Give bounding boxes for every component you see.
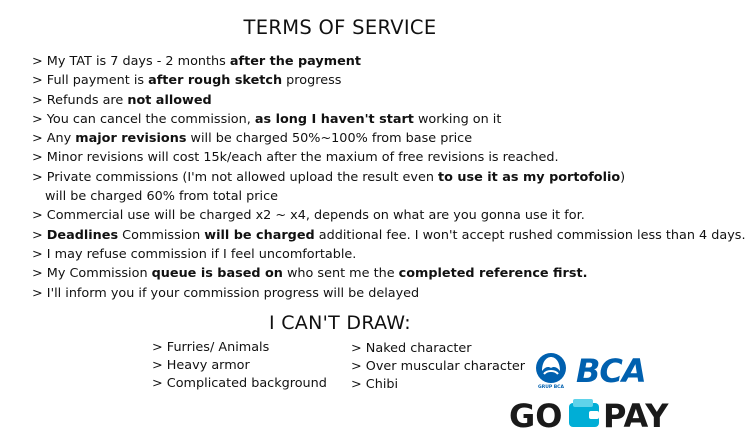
gopay-wordmark-go: GO [509,397,563,435]
term-line [32,52,672,71]
cant-draw-item: > Chibi [351,376,399,392]
bca-logo [534,351,664,389]
term-emphasis: major revisions [75,131,187,147]
term-text: who sent me the [282,266,399,282]
term-emphasis: completed reference first. [398,266,588,282]
cant-draw-item: > Naked character [351,341,472,356]
term-emphasis: after rough sketch [148,73,283,89]
term-line [32,284,672,303]
term-text: > [32,227,47,243]
gopay-logo [509,396,669,435]
cant-draw-item: > Complicated background [152,375,327,391]
cant-draw-title: I CAN'T DRAW: [269,312,411,334]
term-emphasis: queue is based on [151,266,283,282]
cant-draw-item: > Over muscular character [351,358,526,374]
term-emphasis: after the payment [229,54,362,69]
term-text: > Any [32,131,76,147]
cant-draw-column-right [351,340,525,393]
term-emphasis: Deadlines [46,227,119,243]
term-line [32,264,672,283]
term-text: > Refunds are [32,92,128,108]
term-line [32,168,672,207]
term-text: > You can cancel the commission, [32,111,255,127]
term-text: working on it [413,111,502,127]
term-text: > Minor revisions will cost 15k/each after the maxium of free revisions is reached. [32,150,559,166]
term-text: additional fee. I won't accept rushed commission less than 4 days. [314,227,746,243]
term-emphasis: as long I haven't start [254,111,414,127]
term-line [32,226,746,245]
term-line [32,71,672,90]
term-text: > My Commission [32,266,152,282]
term-text: > I'll inform you if your commission progress will be delayed [32,285,420,301]
terms-list [32,52,746,303]
term-text: > Private commissions (I'm not allowed upload the result even [32,169,439,185]
cant-draw-column-left [152,339,327,392]
term-text: > My TAT is 7 days - 2 months [32,54,230,69]
bca-emblem-text: GRUP BCA [538,385,564,390]
cant-draw-item: > Heavy armor [152,357,250,373]
term-text: will be charged 60% from total price [45,189,279,205]
term-line [32,245,672,264]
term-emphasis: will be charged [204,227,315,243]
term-emphasis: to use it as my portofolio [438,169,621,185]
term-line [32,148,672,167]
term-text: will be charged 50%~100% from base price [186,131,473,147]
term-text: progress [282,73,342,89]
term-line [32,91,672,110]
bca-wordmark: BCA [576,352,646,390]
term-text: > Commercial use will be charged x2 ~ x4, depends on what are you gonna use it for. [32,208,585,224]
gopay-wordmark-pay: PAY [603,397,669,435]
term-line [32,110,672,129]
wallet-icon [569,399,599,427]
terms-title: TERMS OF SERVICE [243,16,437,39]
term-text: Commission [118,227,205,243]
bca-emblem-icon [536,353,566,390]
term-text: > Full payment is [32,73,149,89]
term-emphasis: not allowed [127,92,212,108]
term-line [32,206,672,225]
term-line [32,129,672,148]
cant-draw-item: > Furries/ Animals [152,340,270,355]
term-text: ) [620,169,626,185]
term-text: > I may refuse commission if I feel uncomfortable. [32,246,357,262]
